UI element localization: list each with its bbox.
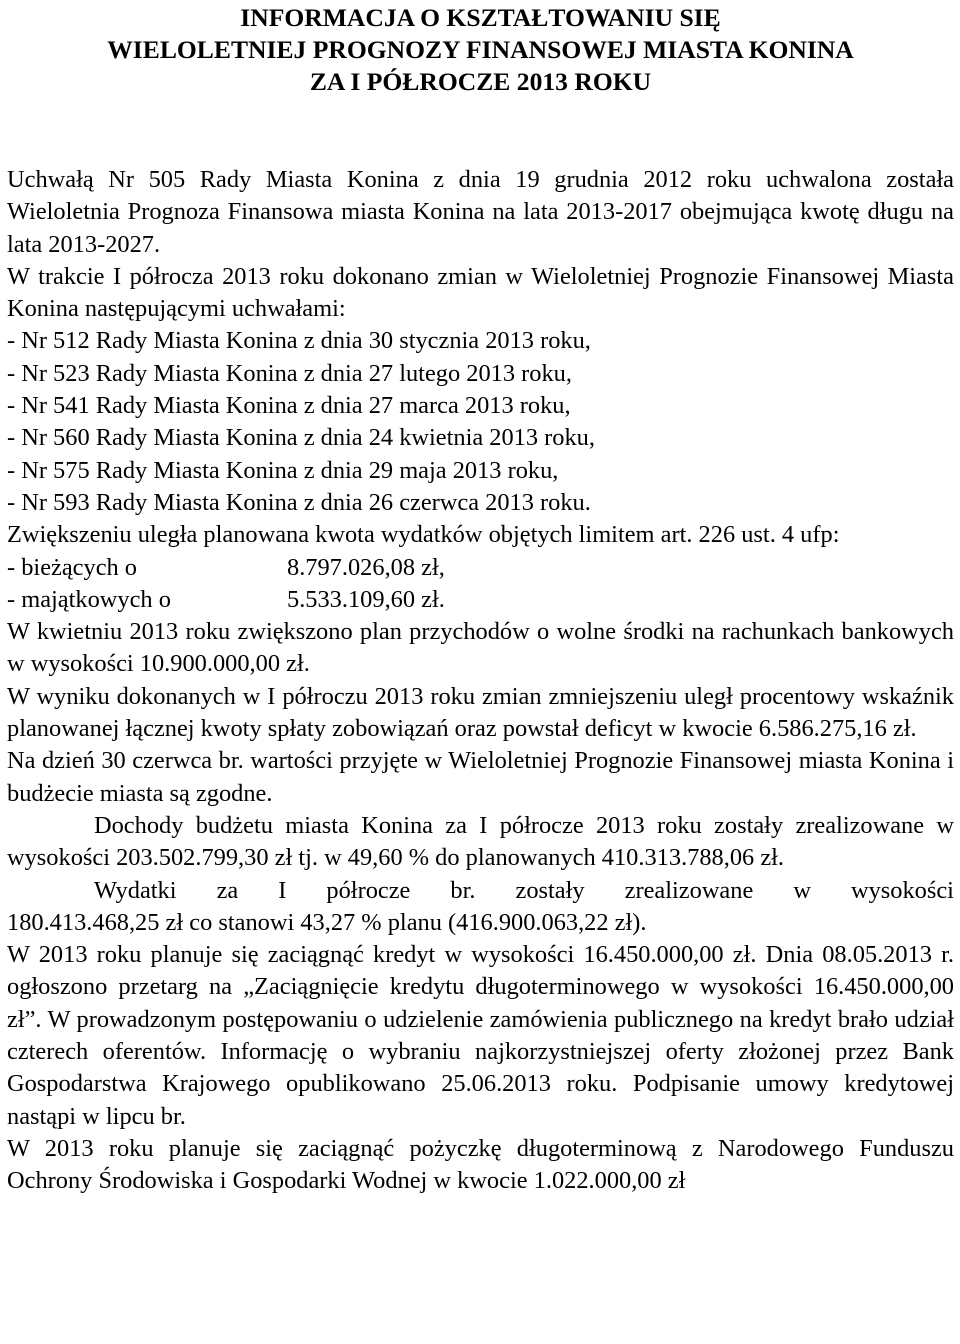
credit-paragraph: W 2013 roku planuje się zaciągnąć kredyt w wysokości 16.450.000,00 zł. Dnia 08.05.2013 r. ogłoszono przetarg na „Zaciągnięcie kredytu długoterminowego w wysokości 16.450.000,00 zł”. W prowadzonym postępowaniu o udzielenie zamówienia publicznego na kredyt brało udział czterech oferentów. Informację o wybraniu najkorzystniejszej oferty złożonej przez Bank Gospodarstwa Krajowego opublikowano 25.06.2013 roku. Podpisanie umowy kredytowej nastąpi w lipcu br.	[7, 941, 954, 1130]
loan-paragraph: W 2013 roku planuje się zaciągnąć pożyczkę długoterminową z Narodowego Funduszu Ochrony Środowiska i Gospodarki Wodnej w kwocie 1.022.000,00 zł	[7, 1134, 954, 1195]
resolution-item: - Nr 575 Rady Miasta Konina z dnia 29 maja 2013 roku,	[7, 456, 559, 484]
resolution-item: - Nr 560 Rady Miasta Konina z dnia 24 kwietnia 2013 roku,	[7, 424, 595, 452]
indicator-paragraph: W wyniku dokonanych w I półroczu 2013 roku zmian zmniejszeniu uległ procentowy wskaźnik planowanej łącznej kwoty spłaty zobowiązań oraz powstał deficyt w kwocie 6.586.275,16 zł.	[7, 682, 954, 743]
expenses-first-line	[7, 875, 954, 907]
revenue-plan-paragraph: W kwietniu 2013 roku zwiększono plan przychodów o wolne środki na rachunkach bankowych w wysokości 10.900.000,00 zł.	[7, 618, 954, 678]
amount-row-capital	[7, 584, 954, 616]
title-line-1: INFORMACJA O KSZTAŁTOWANIU SIĘ	[240, 3, 721, 32]
intro-paragraph: Uchwałą Nr 505 Rady Miasta Konina z dnia 19 grudnia 2012 roku uchwalona została Wieloletnia Prognoza Finansowa miasta Konina na lata 2013-2017 obejmująca kwotę długu na lata 2013-2027.	[7, 166, 954, 258]
amount-label: - bieżących o	[7, 553, 138, 581]
amount-value: 8.797.026,08 zł,	[287, 553, 445, 581]
amount-label: - majątkowych o	[7, 585, 171, 613]
changes-intro-paragraph: W trakcie I półrocza 2013 roku dokonano zmian w Wieloletniej Prognozie Finansowej Miasta Konina następującymi uchwałami:	[7, 262, 954, 323]
document-body	[7, 164, 954, 1198]
expenses-word: I	[278, 876, 287, 904]
document-title	[7, 0, 954, 98]
amount-value: 5.533.109,60 zł.	[287, 585, 445, 613]
consistency-paragraph: Na dzień 30 czerwca br. wartości przyjęte w Wieloletniej Prognozie Finansowej miasta Konina i budżecie miasta są zgodne.	[7, 747, 954, 807]
income-paragraph: Dochody budżetu miasta Konina za I półrocze 2013 roku zostały zrealizowane w wysokości 203.502.799,30 zł tj. w 49,60 % do planowanych 410.313.788,06 zł.	[7, 811, 954, 872]
expenses-word: zostały	[515, 876, 585, 904]
title-line-3: ZA I PÓŁROCZE 2013 ROKU	[309, 67, 652, 96]
expenses-rest: 180.413.468,25 zł co stanowi 43,27 % planu (416.900.063,22 zł).	[7, 908, 647, 936]
resolution-item: - Nr 593 Rady Miasta Konina z dnia 26 czerwca 2013 roku.	[7, 488, 591, 516]
title-line-2: WIELOLETNIEJ PROGNOZY FINANSOWEJ MIASTA KONINA	[107, 35, 854, 64]
expenses-word: w	[793, 876, 811, 904]
expenses-word: zrealizowane	[624, 876, 754, 904]
expenses-word: Wydatki	[94, 876, 177, 904]
expenses-paragraph	[7, 875, 954, 940]
amount-row-current	[7, 552, 954, 584]
resolution-item: - Nr 541 Rady Miasta Konina z dnia 27 marca 2013 roku,	[7, 392, 571, 420]
expenses-word: wysokości	[850, 876, 954, 904]
resolution-item: - Nr 512 Rady Miasta Konina z dnia 30 stycznia 2013 roku,	[7, 327, 591, 355]
amount-list	[7, 552, 954, 617]
expenses-word: półrocze	[326, 876, 411, 904]
expenses-word: za	[216, 876, 239, 904]
expenses-word: br.	[450, 876, 476, 904]
limit-increase-paragraph: Zwiększeniu uległa planowana kwota wydatków objętych limitem art. 226 ust. 4 ufp:	[7, 521, 840, 549]
resolution-list	[7, 325, 954, 519]
resolution-item: - Nr 523 Rady Miasta Konina z dnia 27 lutego 2013 roku,	[7, 359, 572, 387]
